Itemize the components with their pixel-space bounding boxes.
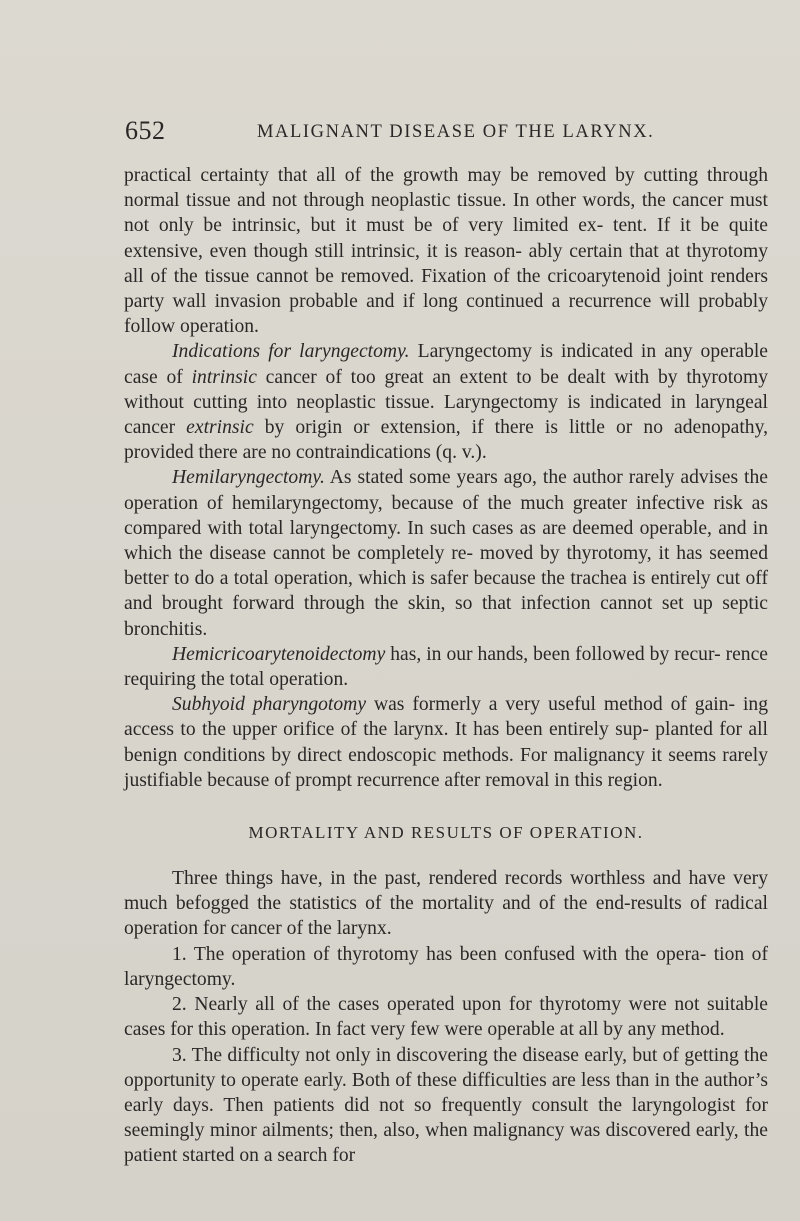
emphasis-extrinsic: extrinsic [186,417,254,439]
paragraph-text: by origin or extension, if there is little or no adenopathy, provided there are no contraindications (q. v.). [124,417,768,464]
paragraph-text: has, in our hands, been followed by recur- rence requiring the total operation. [124,643,768,691]
running-head: MALIGNANT DISEASE OF THE LARYNX. [257,122,655,142]
paragraph-continuation: practical certainty that all of the growth may be removed by cutting through normal tissue and not through neoplastic tissue. In other words, the cancer must not only be intrinsic, but it must be of very limited ex- tent. If it be quite extensive, even though still intrinsic, it is reason- ably certain that at thyrotomy all of the tissue cannot be removed. Fixation of the cricoarytenoid joint renders party wall invasion probable and if long continued a recurrence will probably follow operation. [124,165,768,338]
paragraph-hemilaryngectomy [124,465,768,641]
paragraph-title: Hemicricoarytenoidectomy [172,643,386,665]
page-header [125,116,765,156]
paragraph-title: Indications for laryngectomy. [172,341,410,363]
paragraph-indications-laryngectomy [124,339,768,465]
list-item: 2. Nearly all of the cases operated upon for thyrotomy were not suitable cases for this operation. In fact very few were operable at all by any method. [124,994,768,1041]
list-item: 3. The difficulty not only in discovering the disease early, but of getting the opportunity to operate early. Both of these difficulties are less than in the author’s early days. Then patients did not so frequently consult the laryngologist for seemingly minor ailments; then, also, when malignancy was discovered early, the patient started on a search for [124,1044,768,1167]
paragraph-text: As stated some years ago, the author rarely advises the operation of hemilaryngectomy, because of the much greater infective risk as compared with total laryngectomy. In such cases as are deemed operable, and in which the disease cannot be completely re- moved by thyrotomy, it has seemed better to do a total operation, which is safer because the trachea is entirely cut off and brought forward through the skin, so that infection cannot set up septic bronchitis. [124,467,768,640]
paragraph-three-things: Three things have, in the past, rendered records worthless and have very much befogged the statistics of the mortality and of the end-results of radical operation for cancer of the larynx. [124,868,768,940]
emphasis-intrinsic: intrinsic [191,366,257,388]
page-number: 652 [125,116,166,145]
paragraph-title: Subhyoid pharyngotomy [172,694,367,716]
paragraph-text: cancer of too great an extent to be dealt with by thyrotomy without cutting into neoplastic tissue. Laryngectomy is indicated in laryngeal cancer [124,366,768,439]
paragraph-title: Hemilaryngectomy. [172,467,325,489]
list-item: 1. The operation of thyrotomy has been confused with the opera- tion of laryngectomy. [124,943,768,990]
paragraph-text: Laryngectomy is indicated in any operable case of [124,341,768,388]
section-heading: MORTALITY AND RESULTS OF OPERATION. [248,823,644,843]
body-text [124,163,768,1169]
paragraph-subhyoid-pharyngotomy [124,692,768,793]
paragraph-text: was formerly a very useful method of gain- ing access to the upper orifice of the larynx. It has been entirely sup- planted for all benign conditions by direct endoscopic methods. For malignancy it seems rarely justifiable because of prompt recurrence after removal in this region. [124,694,768,791]
paragraph-hemicricoarytenoidectomy [124,642,768,692]
